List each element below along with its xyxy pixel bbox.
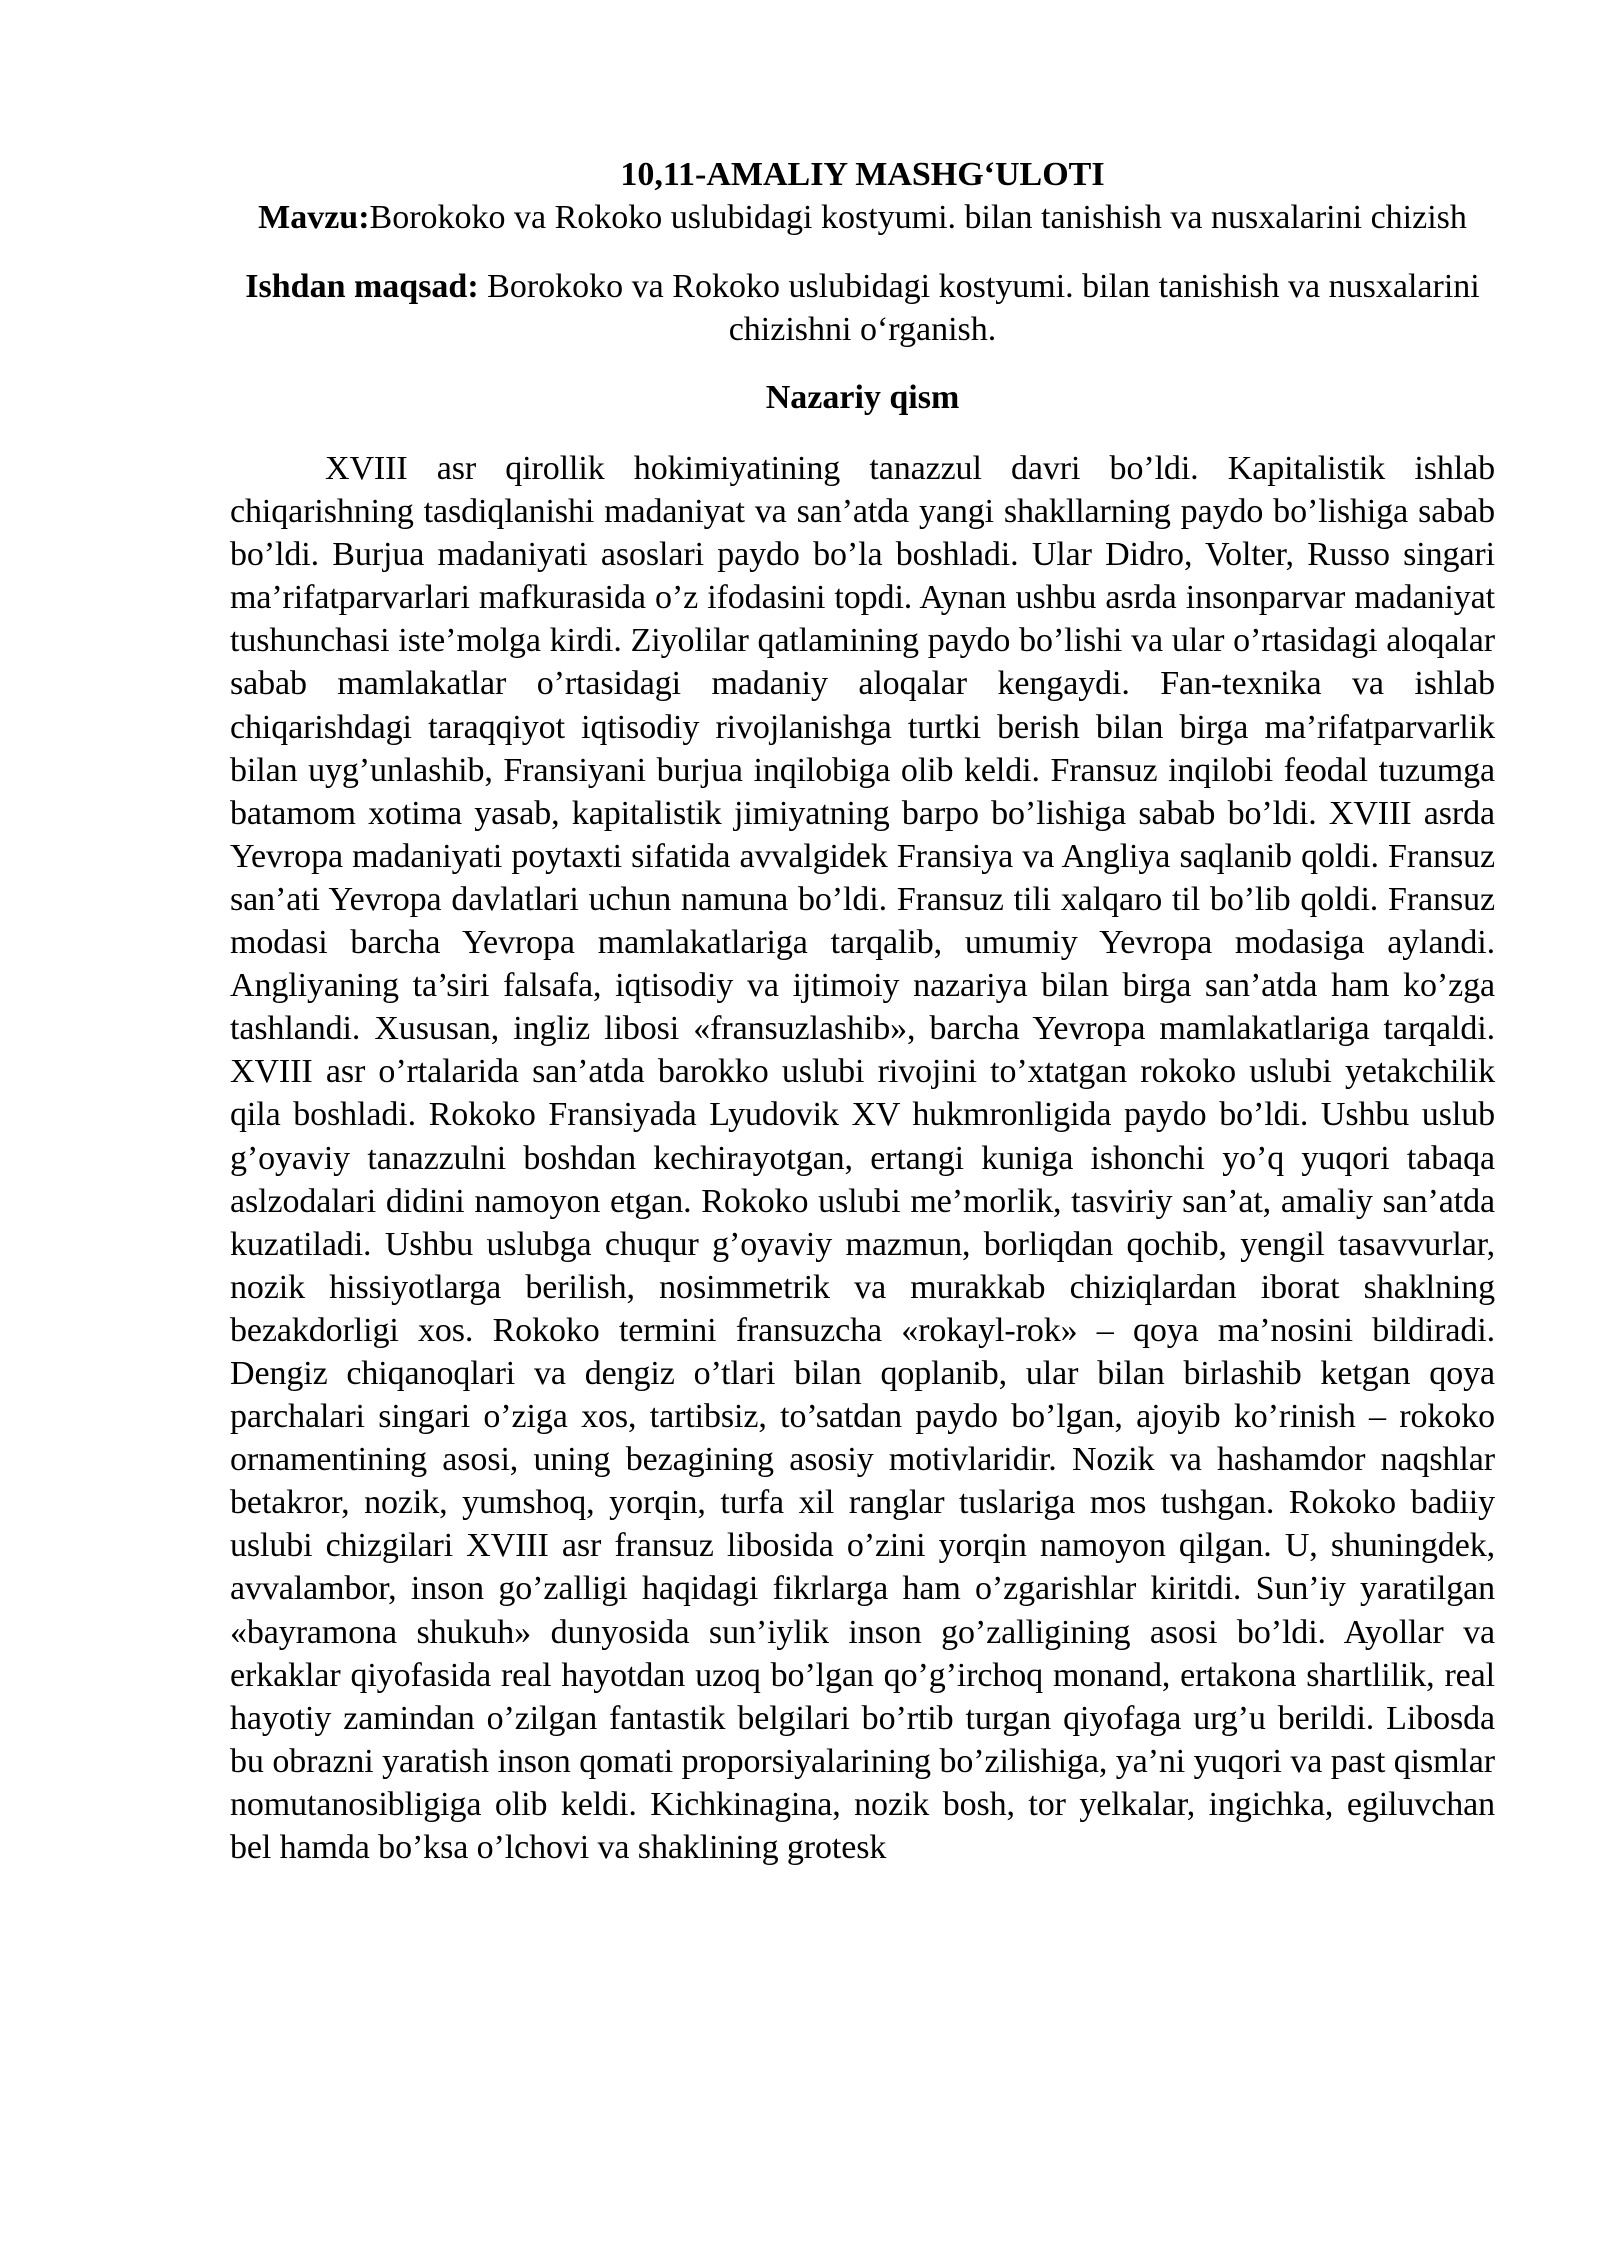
section-title: Nazariy qism (765, 379, 960, 416)
goal-line (230, 265, 1495, 351)
page-title: 10,11-AMALIY MASHG‘ULOTI (620, 156, 1105, 193)
topic-line (230, 196, 1495, 239)
goal-text: Borokoko va Rokoko uslubidagi kostyumi. bilan tanishish va nusxalarini chizishni o‘rganish. (478, 268, 1480, 348)
document-page (230, 150, 1495, 1869)
body-paragraph: XVIII asr qirollik hokimiyatining tanazzul davri bo’ldi. Kapitalistik ishlab chiqarishning tasdiqlanishi madaniyat va san’atda yangi shakllarning paydo bo’lishiga sabab bo’ldi. Burjua madaniyati asoslari paydo bo’la boshladi. Ular Didro, Volter, Russo singari ma’rifatparvarlari mafkurasida o’z ifodasini topdi. Aynan ushbu asrda insonparvar madaniyat tushunchasi iste’molga kirdi. Ziyolilar qatlamining paydo bo’lishi va ular o’rtasidagi aloqalar sabab mamlakatlar o’rtasidagi madaniy aloqalar kengaydi. Fan-texnika va ishlab chiqarishdagi taraqqiyot iqtisodiy rivojlanishga turtki berish bilan birga ma’rifatparvarlik bilan uyg’unlashib, Fransiyani burjua inqilobiga olib keldi. Fransuz inqilobi feodal tuzumga batamom xotima yasab, kapitalistik jimiyatning barpo bo’lishiga sabab bo’ldi. XVIII asrda Yevropa madaniyati poytaxti sifatida avvalgidek Fransiya va Angliya saqlanib qoldi. Fransuz san’ati Yevropa davlatlari uchun namuna bo’ldi. Fransuz tili xalqaro til bo’lib qoldi. Fransuz modasi barcha Yevropa mamlakatlariga tarqalib, umumiy Yevropa modasiga aylandi. Angliyaning ta’siri falsafa, iqtisodiy va ijtimoiy nazariya bilan birga san’atda ham ko’zga tashlandi. Xususan, ingliz libosi «fransuzlashib», barcha Yevropa mamlakatlariga tarqaldi. XVIII asr o’rtalarida san’atda barokko uslubi rivojini to’xtatgan rokoko uslubi yetakchilik qila boshladi. Rokoko Fransiyada Lyudovik XV hukmronligida paydo bo’ldi. Ushbu uslub g’oyaviy tanazzulni boshdan kechirayotgan, ertangi kuniga ishonchi yo’q yuqori tabaqa aslzodalari didini namoyon etgan. Rokoko uslubi me’morlik, tasviriy san’at, amaliy san’atda kuzatiladi. Ushbu uslubga chuqur g’oyaviy mazmun, borliqdan qochib, yengil tasavvurlar, nozik hissiyotlarga berilish, nosimmetrik va murakkab chiziqlardan iborat shaklning bezakdorligi xos. Rokoko termini fransuzcha «rokayl-rok» – qoya ma’nosini bildiradi. Dengiz chiqanoqlari va dengiz o’tlari bilan qoplanib, ular bilan birlashib ketgan qoya parchalari singari o’ziga xos, tartibsiz, to’satdan paydo bo’lgan, ajoyib ko’rinish – rokoko ornamentining asosi, uning bezagining asosiy motivlaridir. Nozik va hashamdor naqshlar betakror, nozik, yumshoq, yorqin, turfa xil ranglar tuslariga mos tushgan. Rokoko badiiy uslubi chizgilari XVIII asr fransuz libosida o’zini yorqin namoyon qilgan. U, shuningdek, avvalambor, inson go’zalligi haqidagi fikrlarga ham o’zgarishlar kiritdi. Sun’iy yaratilgan «bayramona shukuh» dunyosida sun’iylik inson go’zalligining asosi bo’ldi. Ayollar va erkaklar qiyofasida real hayotdan uzoq bo’lgan qo’g’irchoq monand, ertakona shartlilik, real hayotiy zamindan o’zilgan fantastik belgilari bo’rtib turgan qiyofaga urg’u berildi. Libosda bu obrazni yaratish inson qomati proporsiyalarining bo’zilishiga, ya’ni yuqori va past qismlar nomutanosibligiga olib keldi. Kichkinagina, nozik bosh, tor yelkalar, ingichka, egiluvchan bel hamda bo’ksa o’lchovi va shaklining grotesk (230, 450, 1495, 1866)
topic-text: Borokoko va Rokoko uslubidagi kostyumi. bilan tanishish va nusxalarini chizish (369, 199, 1467, 236)
goal-label: Ishdan maqsad: (245, 268, 479, 305)
topic-label: Mavzu: (258, 199, 370, 236)
